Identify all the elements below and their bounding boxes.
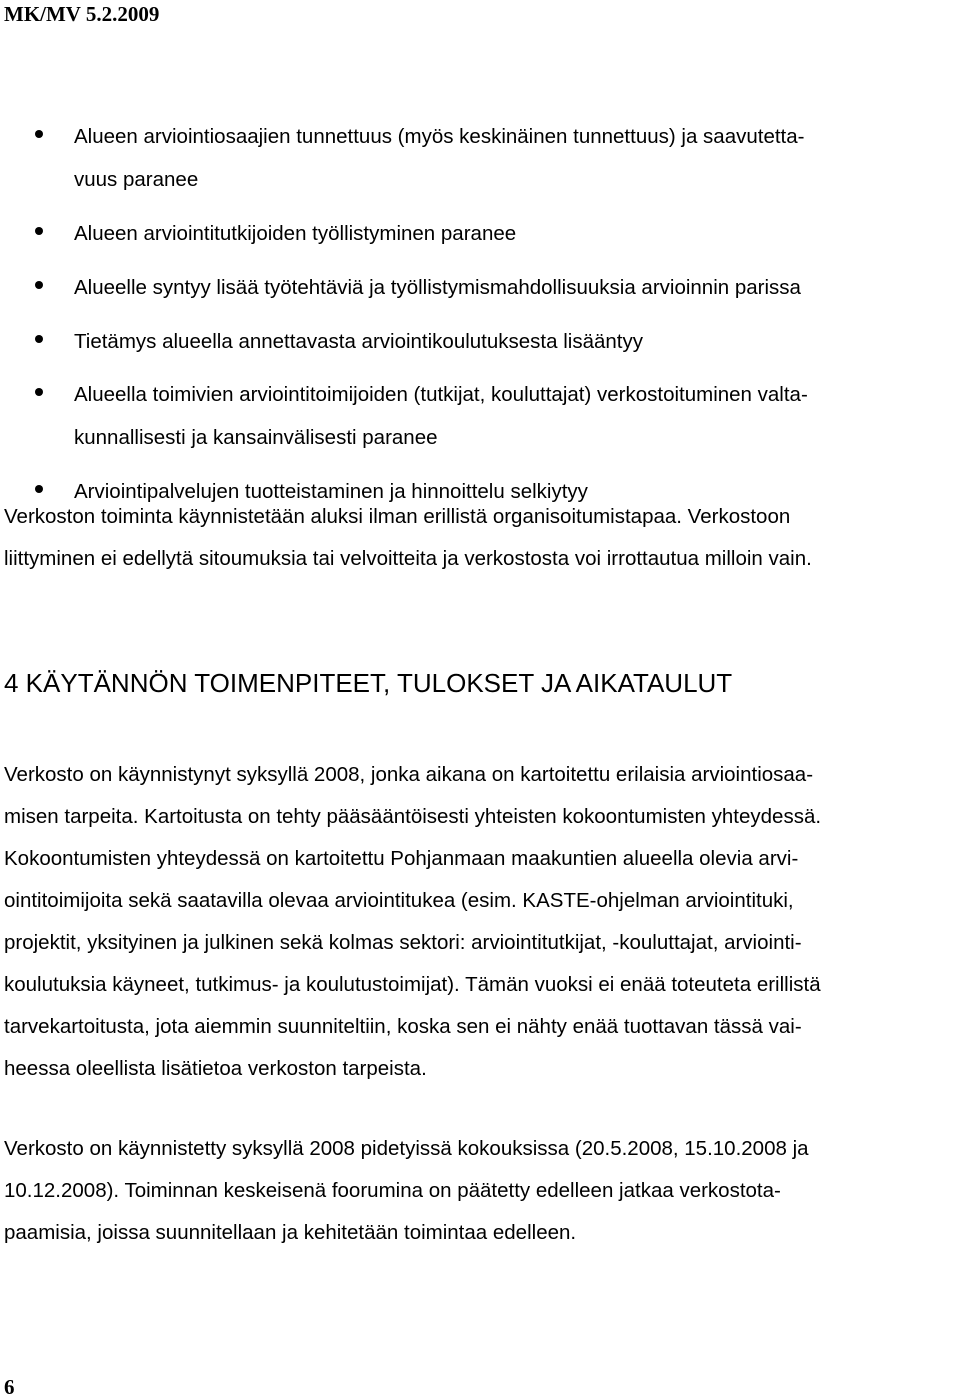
page-number: 6 [4, 1375, 15, 1399]
paragraph-line: Verkosto on käynnistetty syksyllä 2008 pidetyissä kokouksissa (20.5.2008, 15.10.2008 ja [4, 1137, 809, 1160]
bullet-line: Alueen arviointitutkijoiden työllistyminen paranee [74, 221, 517, 245]
paragraph-meetings [4, 1128, 956, 1254]
paragraph-line: Verkosto on käynnistynyt syksyllä 2008, jonka aikana on kartoitettu erilaisia arviointiosaa- [4, 763, 814, 786]
bullet-list [0, 116, 960, 525]
paragraph-line: heessa oleellista lisätietoa verkoston tarpeista. [4, 1057, 427, 1080]
paragraph-network-start [4, 496, 956, 580]
bullet-line: Arviointipalvelujen tuotteistaminen ja hinnoittelu selkiytyy [74, 480, 588, 504]
bullet-line: Tietämys alueella annettavasta arviointikoulutuksesta lisääntyy [74, 329, 643, 353]
bullet-line: kunnallisesti ja kansainvälisesti paranee [74, 426, 438, 450]
paragraph-line: 10.12.2008). Toiminnan keskeisenä foorumina on päätetty edelleen jatkaa verkostota- [4, 1179, 781, 1202]
bullet-item [0, 321, 960, 364]
bullet-line: vuus paranee [74, 167, 199, 191]
bullet-line: Alueelle syntyy lisää työtehtäviä ja työllistymismahdollisuuksia arvioinnin parissa [74, 275, 801, 299]
paragraph-line: ointitoimijoita sekä saatavilla olevaa arviointitukea (esim. KASTE-ohjelman arviointituki, [4, 889, 794, 912]
bullet-line: Alueen arviointiosaajien tunnettuus (myös keskinäinen tunnettuus) ja saavutetta- [74, 125, 805, 148]
paragraph-line: Kokoontumisten yhteydessä on kartoitettu Pohjanmaan maakuntien alueella olevia arvi- [4, 847, 799, 870]
page-header: MK/MV 5.2.2009 [4, 2, 160, 26]
paragraph-line: Verkoston toiminta käynnistetään aluksi ilman erillistä organisoitumistapaa. Verkostoon [4, 505, 791, 528]
bullet-line: Alueella toimivien arviointitoimijoiden (tutkijat, kouluttajat) verkostoituminen valta- [74, 383, 808, 407]
paragraph-line: projektit, yksityinen ja julkinen sekä kolmas sektori: arviointitutkijat, -kouluttajat, arviointi- [4, 931, 802, 954]
paragraph-line: paamisia, joissa suunnitellaan ja kehitetään toimintaa edelleen. [4, 1221, 577, 1244]
paragraph-activities [4, 754, 956, 1090]
paragraph-line: tarvekartoitusta, jota aiemmin suunniteltiin, koska sen ei nähty enää tuottavan tässä vai- [4, 1015, 802, 1038]
section-heading: 4 KÄYTÄNNÖN TOIMENPITEET, TULOKSET JA AIKATAULUT [4, 668, 733, 698]
paragraph-line: liittyminen ei edellytä sitoumuksia tai velvoitteita ja verkostosta voi irrottautua milloin vain. [4, 547, 812, 570]
bullet-item [0, 213, 960, 256]
bullet-item [0, 267, 960, 310]
bullet-item [0, 116, 960, 202]
paragraph-line: koulutuksia käyneet, tutkimus- ja koulutustoimijat). Tämän vuoksi ei enää toteuteta erillistä [4, 973, 821, 996]
paragraph-line: misen tarpeita. Kartoitusta on tehty pääsääntöisesti yhteisten kokoontumisten yhteydessä. [4, 805, 822, 828]
bullet-item [0, 374, 960, 460]
